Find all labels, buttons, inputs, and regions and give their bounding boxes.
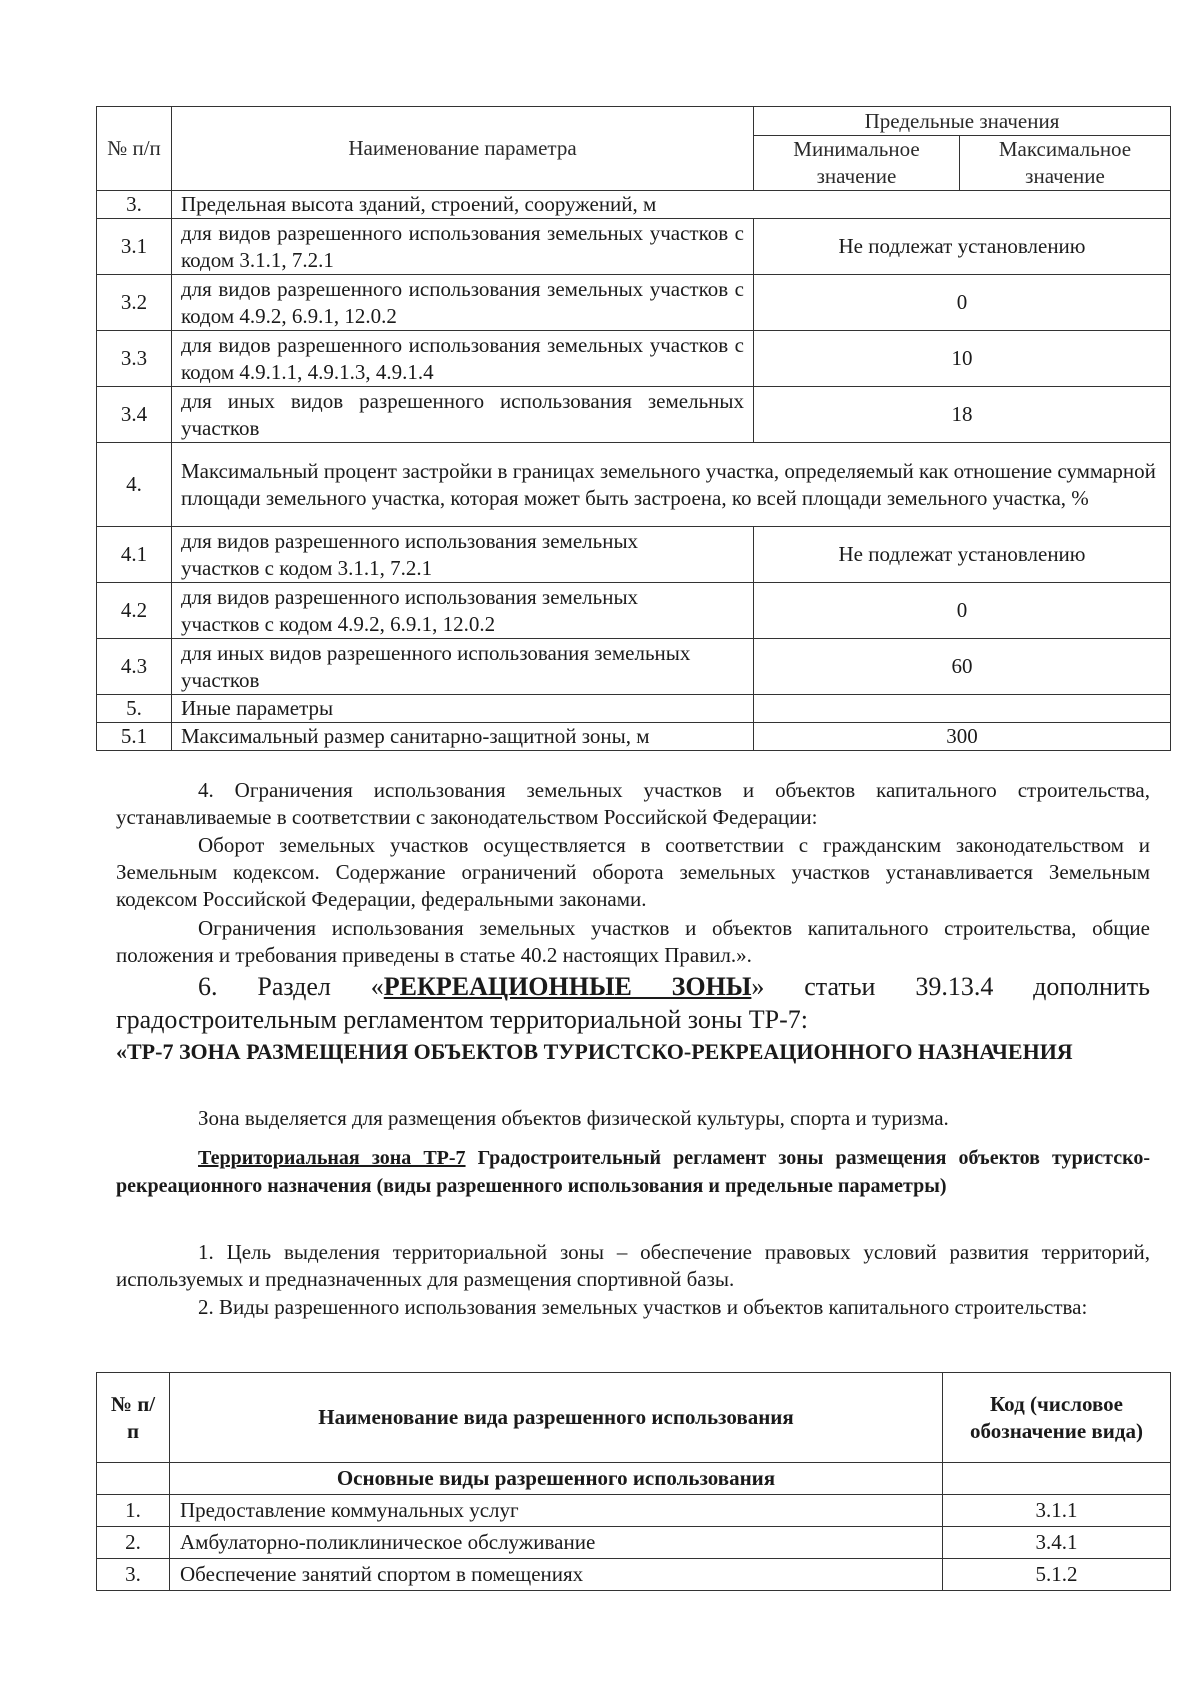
header-code: Код (числовое обозначение вида) xyxy=(943,1373,1171,1463)
paragraph-zone-purpose xyxy=(116,1239,1150,1293)
row-num: 3.4 xyxy=(97,387,172,443)
row-num: 1. xyxy=(97,1495,170,1527)
row-num: 3. xyxy=(97,191,172,219)
table-row xyxy=(97,191,1171,219)
row-use-name: Амбулаторно-поликлиническое обслуживание xyxy=(170,1527,943,1559)
section-title-recreation-zones: РЕКРЕАЦИОННЫЕ ЗОНЫ xyxy=(383,972,752,1001)
row-num: 2. xyxy=(97,1527,170,1559)
row-name: для видов разрешенного использования земельных участков с кодом 3.1.1, 7.2.1 xyxy=(172,219,754,275)
row-value: 0 xyxy=(754,583,1171,639)
table-section-row xyxy=(97,1463,1171,1495)
table-row xyxy=(97,639,1171,695)
row-use-name: Обеспечение занятий спортом в помещениях xyxy=(170,1559,943,1591)
section-title: Основные виды разрешенного использования xyxy=(170,1463,943,1495)
paragraph-text: 6. Раздел « xyxy=(198,972,384,1001)
row-value: 18 xyxy=(754,387,1171,443)
row-num: 3.2 xyxy=(97,275,172,331)
paragraph-permitted-uses xyxy=(116,1294,1150,1321)
table-row xyxy=(97,695,1171,723)
paragraph-text: Зона выделяется для размещения объектов физической культуры, спорта и туризма. xyxy=(198,1106,949,1130)
row-value: 0 xyxy=(754,275,1171,331)
paragraph-text: Градостроительный регламент зоны размещения объектов туристско-рекреационного назначения (виды разрешенного использования и предельные параметры) xyxy=(116,1147,1150,1197)
row-value-empty xyxy=(754,695,1171,723)
table-header-row xyxy=(97,1373,1171,1463)
paragraph-general-provisions xyxy=(116,915,1150,969)
row-name: Иные параметры xyxy=(172,695,754,723)
header-limit-values: Предельные значения xyxy=(754,107,1171,136)
table-row xyxy=(97,275,1171,331)
table-row xyxy=(97,443,1171,527)
row-num: 4.2 xyxy=(97,583,172,639)
row-use-name: Предоставление коммунальных услуг xyxy=(170,1495,943,1527)
section-num-empty xyxy=(97,1463,170,1495)
paragraph-text: Ограничения использования земельных участков и объектов капитального строительства, общие положения и требования приведены в статье 40.2 настоящих Правил.». xyxy=(116,916,1150,967)
zone-regulation-heading xyxy=(116,1144,1150,1200)
table-row xyxy=(97,331,1171,387)
row-value: Не подлежат установлению xyxy=(754,527,1171,583)
table-row xyxy=(97,583,1171,639)
row-num: 4.1 xyxy=(97,527,172,583)
row-name: для видов разрешенного использования земельных участков с кодом 4.9.1.1, 4.9.1.3, 4.9.1.4 xyxy=(172,331,754,387)
row-name: для видов разрешенного использования земельных участков с кодом 3.1.1, 7.2.1 xyxy=(172,527,754,583)
row-value: 300 xyxy=(754,723,1171,751)
row-name: для иных видов разрешенного использования земельных участков xyxy=(172,639,754,695)
parameters-table xyxy=(96,106,1171,751)
row-code: 3.1.1 xyxy=(943,1495,1171,1527)
row-num: 3.3 xyxy=(97,331,172,387)
header-num: № п/п xyxy=(97,1373,170,1463)
header-min-value: Минимальное значение xyxy=(754,136,960,191)
row-name: для видов разрешенного использования земельных участков с кодом 4.9.2, 6.9.1, 12.0.2 xyxy=(172,275,754,331)
row-name: Максимальный размер санитарно-защитной зоны, м xyxy=(172,723,754,751)
row-name: для иных видов разрешенного использования земельных участков xyxy=(172,387,754,443)
header-max-value: Максимальное значение xyxy=(960,136,1171,191)
permitted-uses-table xyxy=(96,1372,1171,1591)
paragraph-land-turnover xyxy=(116,832,1150,913)
row-num: 3.1 xyxy=(97,219,172,275)
row-value: 60 xyxy=(754,639,1171,695)
row-num: 4. xyxy=(97,443,172,527)
table-row xyxy=(97,1527,1171,1559)
paragraph-text: 4. Ограничения использования земельных участков и объектов капитального строительства, устанавливаемые в соответствии с законодательством Российской Федерации: xyxy=(116,778,1150,829)
section-code-empty xyxy=(943,1463,1171,1495)
row-value: 10 xyxy=(754,331,1171,387)
row-num: 4.3 xyxy=(97,639,172,695)
row-num: 5.1 xyxy=(97,723,172,751)
zone-name-underlined: Территориальная зона ТР-7 xyxy=(198,1147,466,1169)
paragraph-restrictions xyxy=(116,777,1150,831)
zone-description xyxy=(116,1105,1150,1132)
row-code: 3.4.1 xyxy=(943,1527,1171,1559)
row-value: Не подлежат установлению xyxy=(754,219,1171,275)
row-name: Предельная высота зданий, строений, сооружений, м xyxy=(172,191,1171,219)
header-use-name: Наименование вида разрешенного использования xyxy=(170,1373,943,1463)
paragraph-text: 2. Виды разрешенного использования земельных участков и объектов капитального строительства: xyxy=(198,1295,1088,1319)
paragraph-text: Оборот земельных участков осуществляется в соответствии с гражданским законодательством и Земельным кодексом. Содержание ограничений оборота земельных участков устанавливается Земельным кодексом Российской Федерации, федеральными законами. xyxy=(116,833,1150,911)
table-row xyxy=(97,1495,1171,1527)
table-row xyxy=(97,387,1171,443)
paragraph-text: » статьи 39.13.4 дополнить градостроительным регламентом территориальной зоны ТР-7: xyxy=(116,972,1150,1034)
table-row xyxy=(97,1559,1171,1591)
header-num: № п/п xyxy=(97,107,172,191)
paragraph-section-6 xyxy=(116,970,1150,1036)
row-name: для видов разрешенного использования земельных участков с кодом 4.9.2, 6.9.1, 12.0.2 xyxy=(172,583,754,639)
row-name: Максимальный процент застройки в границах земельного участка, определяемый как отношение суммарной площади земельного участка, которая может быть застроена, ко всей площади земельного участка, % xyxy=(172,443,1171,527)
paragraph-text: 1. Цель выделения территориальной зоны – обеспечение правовых условий развития территорий, используемых и предназначенных для размещения спортивной базы. xyxy=(116,1240,1150,1291)
row-code: 5.1.2 xyxy=(943,1559,1171,1591)
table-row xyxy=(97,219,1171,275)
zone-title: «ТР-7 ЗОНА РАЗМЕЩЕНИЯ ОБЪЕКТОВ ТУРИСТСКО-РЕКРЕАЦИОННОГО НАЗНАЧЕНИЯ xyxy=(116,1039,1073,1064)
table-row xyxy=(97,527,1171,583)
row-num: 5. xyxy=(97,695,172,723)
table-header-row xyxy=(97,107,1171,136)
table-row xyxy=(97,723,1171,751)
row-num: 3. xyxy=(97,1559,170,1591)
header-parameter-name: Наименование параметра xyxy=(172,107,754,191)
